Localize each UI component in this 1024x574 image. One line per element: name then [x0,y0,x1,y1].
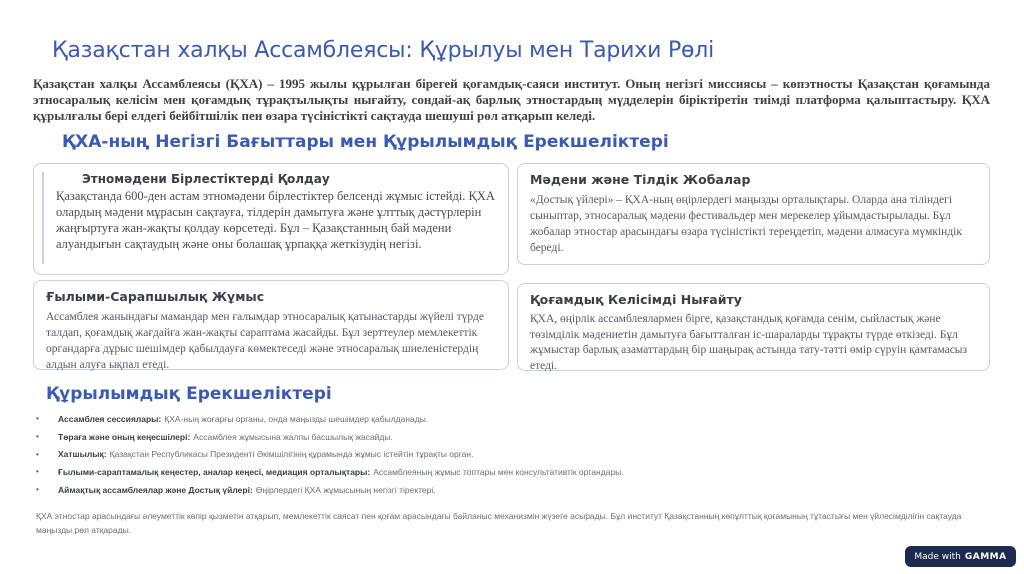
list-item [36,463,986,481]
card-text: «Достық үйлері» – ҚХА-ның өңірлердегі маңызды орталықтары. Оларда ана тіліндегі сыныптар, этносаралық мәдени фестивальдер мен мерекелер ұйымдастырылады. Бұл жобалар этностар арасындағы өзара түсіністікті тереңдетіп, мәдени алмасуға мүмкіндік береді. [530,194,962,254]
card-title: Этномәдени Бірлестіктерді Қолдау [82,172,330,186]
structure-list [36,410,986,498]
card-text: ҚХА, өңірлік ассамблеялармен бірге, қазақстандық қоғамда сенім, сыйластық және төзімділік мәдениетін дамытуға бағытталған іс-шараларды тұрақты түрде өткізеді. Бұл жұмыстар барлық азаматтардың бір шаңырақ астында тату-тәтті өмір сүруін қамтамасыз етеді. [530,313,968,372]
bullet-icon: • [36,432,39,442]
list-item-desc: Ассамблея жұмысына жалпы басшылық жасайды. [193,431,393,442]
badge-prefix: Made with [914,551,961,562]
list-item [36,428,986,446]
bullet-icon: • [36,449,39,459]
card-title: Ғылыми-Сарапшылық Жұмыс [46,289,265,304]
card-text: Ассамблея жанындағы мамандар мен ғалымдар этносаралық қатынастарды жүйелі түрде талдап, қоғамдық жағдайға жан-жақты сараптама жасайды. Бұл зерттеулер мемлекеттік органдарға дұрыс шешімдер қабылдауға көмектеседі және этносаралық шиеленістердің алдын алуға ықпал етеді. [46,311,484,371]
list-item-term: Ғылыми-сараптамалық кеңестер, аналар кеңесі, медиация орталықтары: [58,466,371,477]
page-title: Қазақстан халқы Ассамблеясы: Құрылуы мен Тарихи Рөлі [52,38,715,63]
list-item-term: Хатшылық: [58,449,107,460]
list-item [36,445,986,463]
list-item-desc: ҚХА-ның жоғарғы органы, онда маңызды шешімдер қабылданады. [164,413,429,424]
card-social-harmony [517,283,990,371]
intro-paragraph: Қазақстан халқы Ассамблеясы (ҚХА) – 1995 жылы құрылған бірегей қоғамдық-саяси институт. Оның негізгі миссиясы – көпэтносты Қазақстан қоғамында этносаралық келісім мен қоғамдық тұрақтылықты нығайту, сондай-ақ барлық этностардың мүдделерін біріктіретін тиімді платформа қалыптастыру. ҚХА құрылғалы бері елдегі бейбітшілік пен өзара түсіністікті сақтауда шешуші рөл атқарып келеді. [33,76,990,123]
gamma-logo: GAMMA [964,551,1007,562]
list-item [36,481,986,499]
card-title: Мәдени және Тілдік Жобалар [530,172,751,187]
bullet-icon: • [36,485,39,495]
card-text: Қазақстанда 600-ден астам этномәдени бірлестіктер белсенді жұмыс істейді. ҚХА олардың мәдени мұрасын сақтауға, тілдерін дамытуға және ұлттық дәстүрлерін жаңғыртуға жан-жақты қолдау көрсетеді. Бұл – Қазақстанның бай мәдени алуандығын сақтаудың және оны болашақ ұрпаққа жеткізудің негізі. [56,189,495,251]
list-item-term: Аймақтық ассамблеялар және Достық үйлері: [58,484,253,495]
card-scientific-expert-work [33,280,509,370]
card-ethnocultural-support [33,163,509,275]
made-with-gamma-badge[interactable] [905,546,1016,567]
list-item-desc: Өңірлердегі ҚХА жұмысының негізгі тіректері. [255,484,436,495]
list-item-desc: Қазақстан Республикасы Президенті Әкімшілігінің құрамында жұмыс істейтін тұрақты орган. [109,449,474,460]
structure-section-title: Құрылымдық Ерекшеліктері [46,384,332,404]
card-title: Қоғамдық Келісімді Нығайту [530,292,742,307]
list-item-term: Ассамблея сессиялары: [58,413,162,424]
list-item [36,410,986,428]
list-item-desc: Ассамблеяның жұмыс топтары мен консультативтік органдары. [373,466,624,477]
closing-note: ҚХА этностар арасындағы әлеуметтік көпір қызметін атқарып, мемлекеттік саясат пен қоғам арасындағы байланыс механизмін жүзеге асырады. Бұл институт Қазақстанның көпұлттық қоғамының тұтастығы мен үйлесімділігін сақтауда маңызды рөл атқарады. [36,511,962,535]
card-cultural-language-projects [517,163,990,265]
directions-section-title: ҚХА-ның Негізгі Бағыттары мен Құрылымдық Ерекшеліктері [62,132,669,152]
bullet-icon: • [36,414,39,424]
list-item-term: Төраға және оның кеңесшілері: [58,431,191,442]
bullet-icon: • [36,467,39,477]
